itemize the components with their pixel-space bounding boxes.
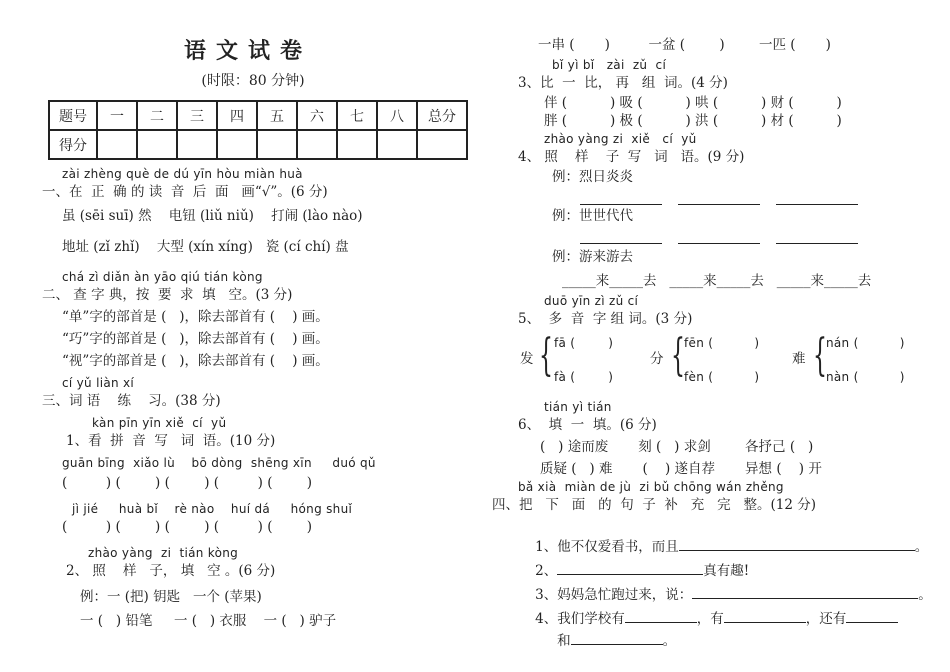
score-entry[interactable] — [377, 130, 417, 159]
sentence-4-sep: ，还有 — [805, 611, 847, 627]
section2-pinyin: chá zì diǎn àn yāo qiú tián kòng — [62, 270, 263, 284]
section3-2-line1[interactable]: 一 ( ) 铅笔 一 ( ) 衣服 一 ( ) 驴子 — [80, 613, 337, 629]
score-cell: 四 — [217, 101, 257, 130]
score-cell: 六 — [297, 101, 337, 130]
score-table-score-row — [49, 130, 467, 159]
q4-fill-line[interactable]: _____来_____去 _____来_____去 _____来_____去 — [562, 273, 872, 289]
score-entry[interactable] — [337, 130, 377, 159]
score-table — [48, 100, 468, 160]
sentence-4-blank[interactable] — [846, 608, 898, 623]
section1-line1: 虽 (sēi suī) 然 电钮 (liǔ niǔ) 打闹 (lào nào) — [62, 208, 363, 224]
answer-brackets-row2[interactable]: ( ) ( ) ( ) ( ) ( ) — [62, 519, 313, 535]
polyphone-char: 发 — [520, 351, 534, 367]
score-entry[interactable] — [177, 130, 217, 159]
q5-pinyin: duō yīn zì zǔ cí — [544, 294, 639, 308]
sentence-5 — [540, 612, 676, 668]
score-cell: 三 — [177, 101, 217, 130]
q6-pinyin: tián yì tián — [544, 400, 612, 414]
sentence-5-end: 。 — [662, 633, 677, 649]
sentence-1-text: 1、他不仅爱看书，而且 — [535, 539, 679, 555]
section1-title: 一、在 正 确 的 读 音 后 面 画“√”。(6 分) — [42, 184, 328, 200]
score-cell: 二 — [137, 101, 177, 130]
sentence-5-text: 和 — [557, 633, 571, 649]
section2-line2: “巧”字的部首是 ( )，除去部首有 ( ) 画。 — [62, 331, 329, 347]
score-entry[interactable] — [97, 130, 137, 159]
q3-title: 3、比 一 比， 再 组 词。(4 分) — [518, 75, 728, 91]
q4-example2: 例：世世代代 — [552, 208, 633, 224]
section3-pinyin: cí yǔ liàn xí — [62, 376, 135, 390]
q6-line2[interactable]: 质疑 ( ) 难 ( ) 遂自荐 异想 ( ) 开 — [540, 461, 822, 477]
sentence-1-end: 。 — [914, 539, 929, 555]
score-table-header-row — [49, 101, 467, 130]
sentence-4-blank[interactable] — [724, 608, 806, 623]
polyphone-reading[interactable]: fà ( ) — [554, 370, 614, 384]
exam-title: 语文试卷 — [183, 38, 312, 64]
sentence-4-sep: ，有 — [696, 611, 724, 627]
left-brace-icon: { — [539, 330, 553, 381]
q4-answer-blank[interactable] — [678, 203, 760, 205]
q4-answer-blank[interactable] — [580, 203, 662, 205]
q4-example1: 例：烈日炎炎 — [552, 169, 633, 185]
sentence-5-blank[interactable] — [571, 630, 663, 645]
section2-line3: “视”字的部首是 ( )，除去部首有 ( ) 画。 — [62, 353, 329, 369]
section3-2-example: 例：一 (把) 钥匙 一个 (苹果) — [80, 589, 262, 605]
answer-brackets-row1[interactable]: ( ) ( ) ( ) ( ) ( ) — [62, 475, 313, 491]
polyphone-reading[interactable]: nàn ( ) — [826, 370, 905, 384]
polyphone-reading[interactable]: nán ( ) — [826, 336, 905, 350]
section3-title: 三、词 语 练 习。(38 分) — [42, 393, 221, 409]
section2-title: 二、 查 字 典，按 要 求 填 空。(3 分) — [42, 287, 293, 303]
score-entry[interactable] — [137, 130, 177, 159]
sentence-3-text: 3、妈妈急忙跑过来，说： — [535, 587, 693, 603]
polyphone-reading[interactable]: fā ( ) — [554, 336, 614, 350]
polyphone-reading[interactable]: fēn ( ) — [684, 336, 760, 350]
q6-title: 6、 填 一 填。(6 分) — [518, 417, 657, 433]
score-entry[interactable] — [417, 130, 467, 159]
score-cell: 题号 — [49, 101, 97, 130]
q4-answer-blank[interactable] — [580, 242, 662, 244]
score-entry[interactable] — [257, 130, 297, 159]
left-brace-icon: { — [671, 330, 685, 381]
score-cell: 七 — [337, 101, 377, 130]
q4-title: 4、 照 样 子 写 词 语。(9 分) — [518, 149, 745, 165]
score-label: 得分 — [49, 130, 97, 159]
part4-title: 四、把 下 面 的 句 子 补 充 完 整。(12 分) — [492, 497, 816, 513]
q4-answer-blank[interactable] — [776, 203, 858, 205]
q3-pinyin: bǐ yì bǐ zài zǔ cí — [552, 58, 667, 72]
score-entry[interactable] — [297, 130, 337, 159]
sentence-2-end: 真有趣! — [703, 563, 750, 579]
section3-1-pinyin: kàn pīn yīn xiě cí yǔ — [92, 416, 227, 430]
pinyin-words-row2: jì jié huà bǐ rè nào huí dá hóng shuǐ — [72, 502, 353, 516]
sentence-4-text: 4、我们学校有 — [535, 611, 625, 627]
sentence-3-end: 。 — [918, 587, 932, 603]
q6-line1[interactable]: ( ) 途而废 刻 ( ) 求剑 各抒己 ( ) — [540, 439, 814, 455]
q3-line2[interactable]: 胖 ( ) 极 ( ) 洪 ( ) 材 ( ) — [544, 113, 842, 129]
q4-answer-blank[interactable] — [776, 242, 858, 244]
score-cell: 总分 — [417, 101, 467, 130]
section1-line2: 地址 (zǐ zhǐ) 大型 (xín xíng) 瓷 (cí chí) 盘 — [62, 239, 349, 255]
polyphone-char: 分 — [650, 351, 664, 367]
left-brace-icon: { — [813, 330, 827, 381]
score-cell: 五 — [257, 101, 297, 130]
pinyin-words-row1: guān bīng xiǎo lù bō dòng shēng xīn duó qǔ — [62, 456, 376, 470]
section3-1-title: 1、看 拼 音 写 词 语。(10 分) — [66, 433, 276, 449]
q4-pinyin: zhào yàng zi xiě cí yǔ — [544, 132, 697, 146]
score-cell: 一 — [97, 101, 137, 130]
time-limit: (时限：80 分钟) — [201, 73, 305, 89]
q5-title: 5、 多 音 字 组 词。(3 分) — [518, 311, 693, 327]
score-entry[interactable] — [217, 130, 257, 159]
section2-line1: “单”字的部首是 ( )，除去部首有 ( ) 画。 — [62, 309, 329, 325]
q4-answer-blank[interactable] — [678, 242, 760, 244]
section1-pinyin: zài zhèng què de dú yīn hòu miàn huà — [62, 167, 303, 181]
q4-example3: 例：游来游去 — [552, 249, 633, 265]
polyphone-char: 难 — [792, 351, 806, 367]
sentence-2-text: 2、 — [535, 563, 558, 579]
section3-2-pinyin: zhào yàng zi tián kòng — [88, 546, 239, 560]
score-cell: 八 — [377, 101, 417, 130]
polyphone-reading[interactable]: fèn ( ) — [684, 370, 760, 384]
measure-word-line[interactable]: 一串 ( ) 一盆 ( ) 一匹 ( ) — [538, 37, 831, 53]
section3-2-title: 2、 照 样 子， 填 空 。(6 分) — [66, 563, 276, 579]
part4-pinyin: bǎ xià miàn de jù zi bǔ chōng wán zhěng — [518, 480, 784, 494]
q3-line1[interactable]: 伴 ( ) 吸 ( ) 哄 ( ) 财 ( ) — [544, 95, 842, 111]
